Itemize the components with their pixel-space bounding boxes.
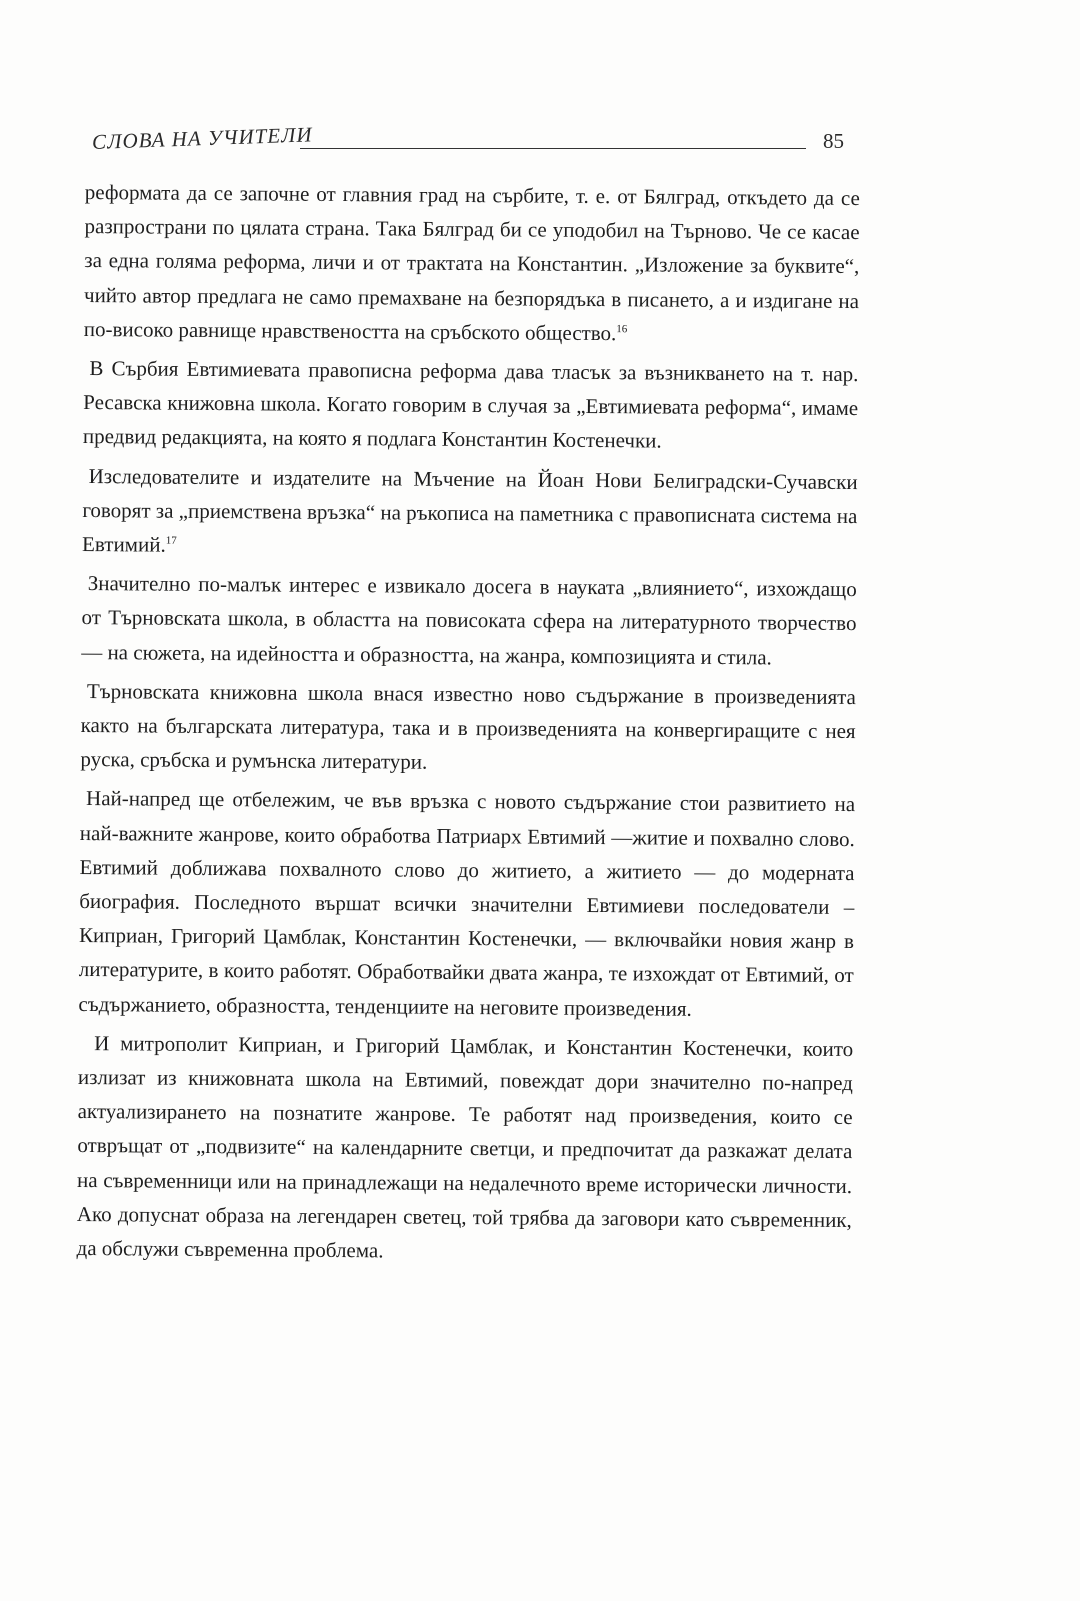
- paragraph-1: [84, 175, 860, 352]
- running-head: [91, 122, 844, 166]
- paragraph-text: В Сърбия Евтимиевата правописна реформа дава тласък за възникването на т. нар. Ресавска книжовна школа. Когато говорим в случая за „Евтимиевата реформа“, имаме предвид редакцията, на която я подлага Константин Костенечки.: [82, 356, 859, 453]
- header-rule: [300, 148, 806, 149]
- footnote-ref: 17: [165, 534, 177, 547]
- paragraph-7: [76, 1026, 853, 1272]
- paragraph-text: Търновската книжовна школа внася известно ново съдържание в произведенията както на българската литература, така и в произведенията на конвергиращите с нея руска, сръбска и румънска литератури.: [80, 678, 857, 774]
- paragraph-4: [81, 566, 857, 675]
- paragraph-5: [80, 674, 856, 783]
- paragraph-text: Изследователите и издателите на Мъчение на Йоан Нови Белиградски-Сучавски говорят за „приемствена връзка“ на ръкописа на паметника с правописната система на Евтимий.: [82, 463, 858, 557]
- paragraph-6: [78, 781, 855, 1027]
- page-number: 85: [823, 129, 844, 153]
- paragraph-text: Най-напред ще отбележим, че във връзка с новото съдържание стои развитието на най-важните жанрове, които обработва Патриарх Евтимий —житие и похвално слово. Евтимий доближава похвалното слово до житието, а житието — до модерната биография. Последното вършат всички значителни Евтимиеви последователи – Киприан, Григорий Цамблак, Константин Костенечки, — включвайки новия жанр в литературите, в които работят. Обработвайки двата жанра, те изхождат от Евтимий, от съдържанието, образността, тенденциите на неговите произведения.: [78, 786, 856, 1021]
- footnote-ref: 16: [616, 322, 628, 336]
- paragraph-text: И митрополит Киприан, и Григорий Цамблак, и Константин Костенечки, които излизат из книжовната школа на Евтимий, повеждат дори значително по-напред актуализирането на познатите жанрове. Те работят над произведения, които се отвръщат от „подвизите“ на календарните светци, и предпочитат да разкажат делата на съвременници или на принадлежащи на недалечното време исторически личности. Ако допуснат образа на легендарен светец, той трябва да заговори като съвременник, да обслужи съвременна проблема.: [76, 1030, 854, 1263]
- paragraph-text: Значително по-малък интерес е извикало досега в науката „влиянието“, изхождащо от Търновската школа, в областта на повисоката сфера на литературното творчество — на сюжета, на идейността и образността, на жанра, композицията и стила.: [81, 571, 857, 670]
- paragraph-text: реформата да се започне от главния град на сърбите, т. е. от Бялград, откъдето да се разпространи по цялата страна. Така Бялград би се уподобил на Търново. Че се касае за една голяма реформа, личи и от трактата на Константин. „Изложение за буквите“, чийто автор предлага не само премахване на безпорядъка в писането, а и издигане на по-високо равнище нравствеността на сръбското общество.: [83, 179, 860, 345]
- body-text: [76, 175, 860, 1276]
- paragraph-3: [82, 459, 858, 568]
- running-title: СЛОВА НА УЧИТЕЛИ: [91, 122, 313, 154]
- paragraph-2: [83, 351, 859, 460]
